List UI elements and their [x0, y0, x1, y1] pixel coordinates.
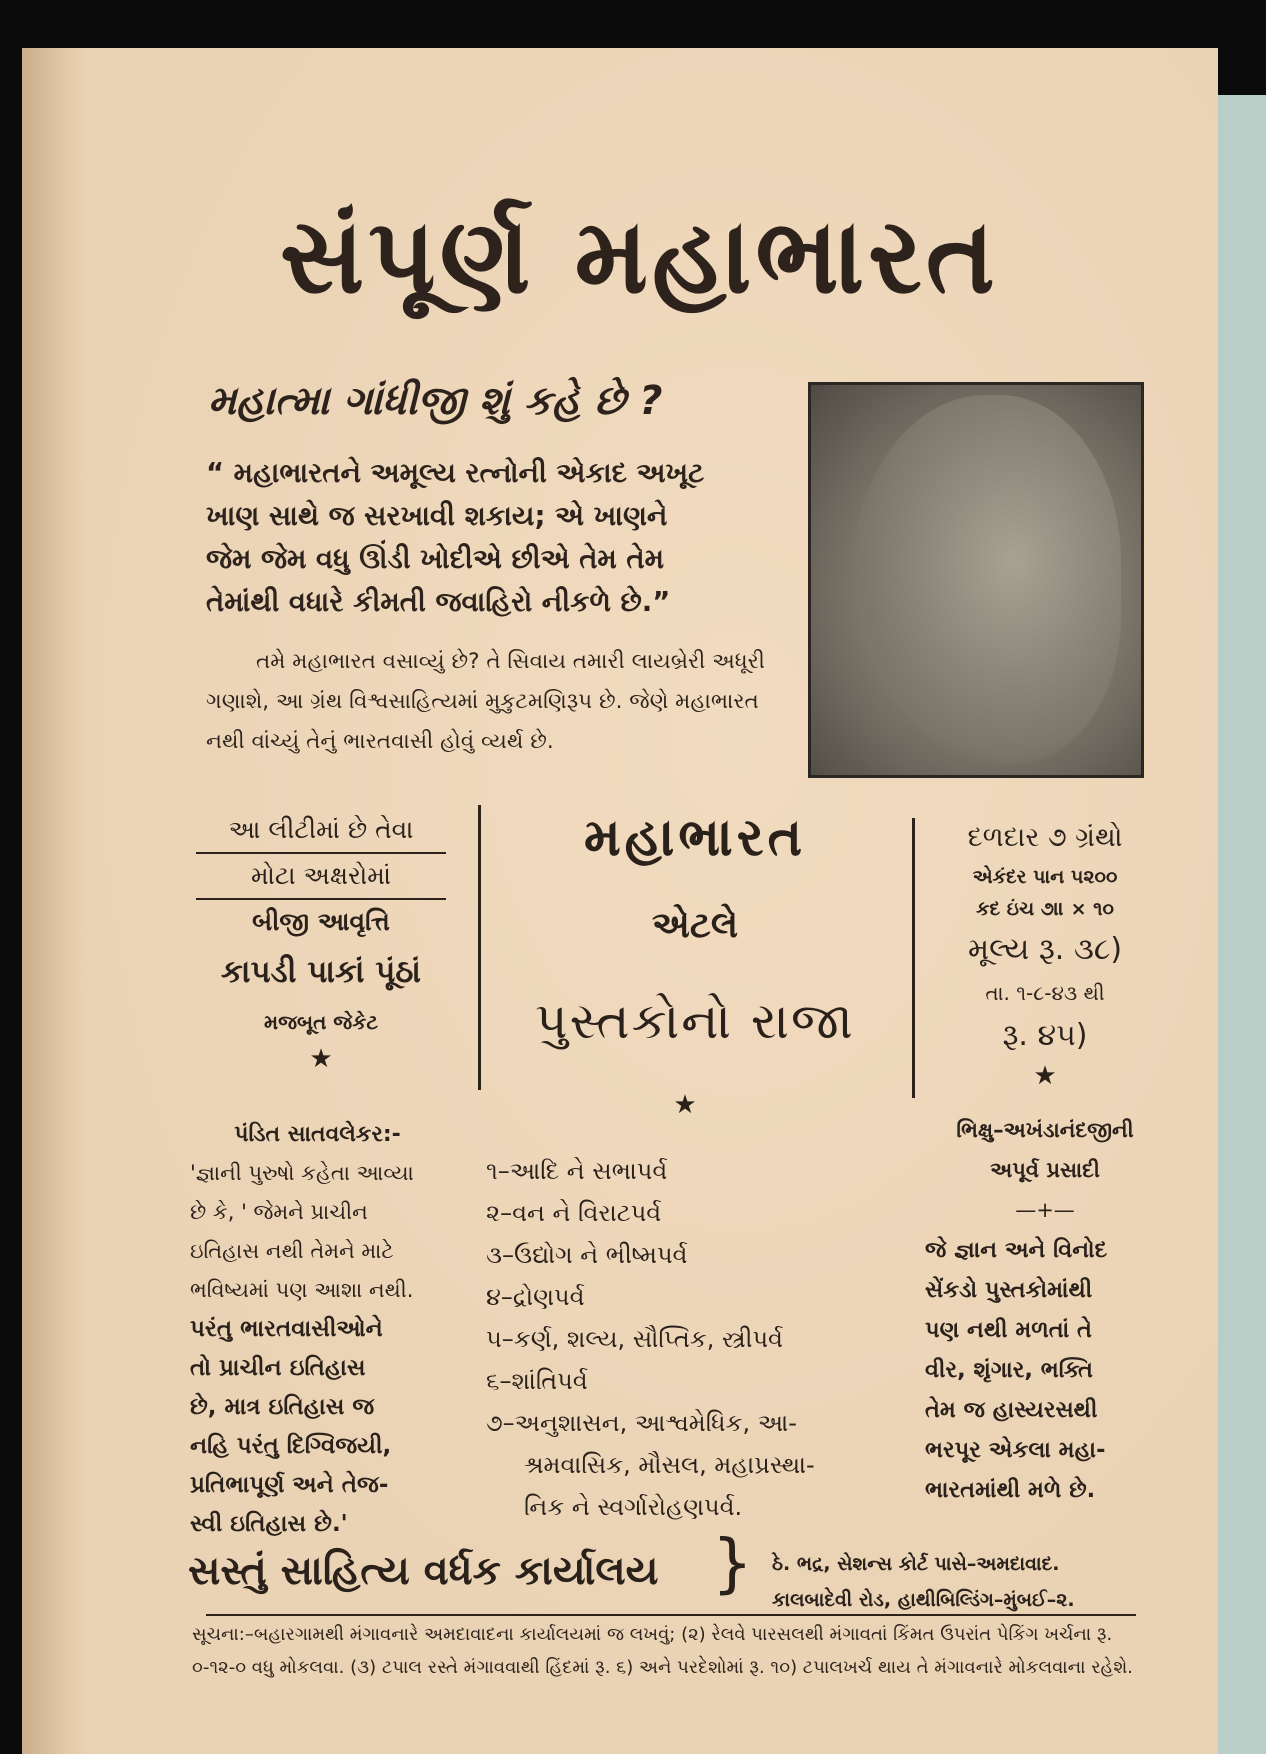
center-title: મહાભારત	[583, 808, 807, 868]
right-col-line: પણ નથી મળતાં તે	[925, 1317, 1092, 1343]
quote-line: જેમ જેમ વધુ ઊંડી ખોદીએ છીએ તેમ તેમ	[206, 543, 665, 575]
akhandanand-column	[925, 1110, 1165, 1510]
volume-count: દળદાર ૭ ગ્રંથો	[967, 822, 1123, 853]
center-mid-text: એટલે	[651, 905, 739, 946]
page-edge-strip	[1218, 95, 1266, 1754]
list-item: શ્રમવાસિક, મૌસલ, મહાપ્રસ્થા-	[524, 1451, 815, 1479]
book-spine	[22, 48, 92, 1754]
pandit-line: પ્રતિભાપૂર્ણ અને તેજ-	[190, 1472, 389, 1498]
edition-line: આ લીટીમાં છે તેવા	[228, 815, 414, 844]
list-item: ૪–દ્રોણપર્વ	[486, 1283, 585, 1311]
footer-divider	[206, 1614, 1136, 1616]
right-col-line: વીર, શૃંગાર, ભક્તિ	[925, 1357, 1093, 1383]
quote-line: “ મહાભારતને અમૂલ્ય રત્નોની એકાદ અખૂટ	[206, 457, 705, 489]
pandit-line: ઇતિહાસ નથી તેમને માટે	[190, 1239, 394, 1263]
page-title: સંપૂર્ણ મહાભારત	[280, 195, 999, 317]
right-col-line: ભરપૂર એકલા મહા-	[925, 1437, 1106, 1463]
star-icon: ★	[1033, 1061, 1057, 1091]
new-price: રૂ. ૪૫)	[1002, 1018, 1088, 1053]
address-line: ઠે. ભદ્ર, સેશન્સ કોર્ટ પાસે–અમદાવાદ.	[772, 1553, 1060, 1575]
list-item: ૭–અનુશાસન, આશ્વમેધિક, આ-	[486, 1409, 797, 1437]
gandhi-quote	[206, 452, 781, 624]
publisher-name: સસ્તું સાહિત્ય વર્ધક કાર્યાલય	[188, 1548, 659, 1594]
size-info: કદ ઇંચ ૭॥ × ૧૦	[976, 898, 1114, 920]
pandit-line: સ્વી ઇતિહાસ છે.'	[190, 1511, 348, 1537]
pandit-line: 'જ્ઞાની પુરુષો કહેતા આવ્યા	[190, 1161, 414, 1185]
gandhi-portrait-image	[808, 382, 1144, 778]
list-item: ૨–વન ને વિરાટપર્વ	[486, 1199, 662, 1227]
pandit-heading: પંડિત સાતવલેકર:-	[234, 1122, 401, 1147]
notice-text: સૂચના:–બહારગામથી મંગાવનારે અમદાવાદના કાર્યાલયમાં જ લખવું; (૨) રેલવે પારસલથી મંગાવતાં કિંમત ઉપરાંત પેકિંગ ખર્ચના રૂ. ૦-૧૨-૦ વધુ મોકલવા. (૩) ટપાલ રસ્તે મંગાવવાથી હિંદમાં રૂ. ૬) અને પરદેશોમાં રૂ. ૧૦) ટપાલખર્ચ થાય તે મંગાવનારે મોકલવાના રહેશે.	[192, 1624, 1133, 1678]
pandit-line: પરંતુ ભારતવાસીઓને	[190, 1316, 383, 1342]
right-col-heading: અપૂર્વ પ્રસાદી	[990, 1158, 1100, 1182]
list-item: નિક ને સ્વર્ગારોહણપર્વ.	[524, 1493, 743, 1521]
right-col-line: જે જ્ઞાન અને વિનોદ	[925, 1237, 1108, 1263]
edition-line: કાપડી પાકાં પૂંઠાં	[220, 954, 422, 990]
price-date: તા. ૧-૮-૪૩ થી	[985, 981, 1105, 1005]
pandit-quote	[190, 1115, 445, 1544]
portrait-face	[851, 395, 1121, 765]
publisher-address	[772, 1546, 1075, 1618]
pandit-line: ભવિષ્યમાં પણ આશા નથી.	[190, 1278, 414, 1302]
brace-glyph: }	[712, 1527, 753, 1601]
ornament-divider: —+—	[1015, 1198, 1075, 1222]
quote-line: ખાણ સાથે જ સરખાવી શકાય; એ ખાણને	[206, 500, 668, 532]
edition-line: મોટા અક્ષરોમાં	[251, 861, 391, 890]
list-item: ૬–શાંતિપર્વ	[486, 1367, 588, 1395]
edition-box	[196, 808, 446, 1074]
list-item: ૫–કર્ણ, શલ્ય, સૌપ્તિક, સ્ત્રીપર્વ	[486, 1325, 783, 1353]
price: મૂલ્ય રૂ. ૩૮)	[967, 932, 1123, 967]
pandit-line: છે, માત્ર ઇતિહાસ જ	[190, 1394, 375, 1420]
right-col-line: તેમ જ હાસ્યરસથી	[925, 1397, 1098, 1423]
edition-line: બીજી આવૃત્તિ	[252, 907, 390, 936]
right-col-heading: ભિક્ષુ–અખંડાનંદજીની	[956, 1118, 1134, 1142]
gandhi-subtitle: મહાત્મા ગાંધીજી શું કહે છે ?	[208, 378, 663, 424]
star-icon: ★	[673, 1090, 697, 1120]
address-line: કાલબાદેવી રોડ, હાથીબિલ્ડિંગ–મુંબઈ–૨.	[772, 1589, 1075, 1611]
pandit-line: નહિ પરંતુ દિગ્વિજયી,	[190, 1433, 392, 1459]
edition-line: મજબૂત જેકેટ	[263, 1010, 378, 1034]
right-col-line: ભારતમાંથી મળે છે.	[925, 1477, 1096, 1503]
list-item: ૧–આદિ ને સભાપર્વ	[486, 1157, 668, 1185]
pandit-line: છે કે, ' જેમને પ્રાચીન	[190, 1200, 368, 1224]
parva-list	[486, 1150, 906, 1528]
page-count: એકંદર પાન ૫૨૦૦	[972, 866, 1118, 888]
pandit-line: તો પ્રાચીન ઇતિહાસ	[190, 1355, 366, 1381]
star-icon: ★	[309, 1044, 333, 1074]
quote-line: તેમાંથી વધારે કીમતી જવાહિરો નીકળે છે.”	[206, 586, 671, 618]
right-col-line: સેંકડો પુસ્તકોમાંથી	[925, 1277, 1093, 1303]
volume-info-box	[925, 815, 1165, 1091]
intro-paragraph: તમે મહાભારત વસાવ્યું છે? તે સિવાય તમારી લાયબ્રેરી અધૂરી ગણાશે, આ ગ્રંથ વિશ્વસાહિત્યમાં મુકુટમણિરૂપ છે. જેણે મહાભારત નથી વાંચ્યું તેનું ભારતવાસી હોવું વ્યર્થ છે.	[206, 649, 765, 754]
center-tagline: પુસ્તકોનો રાજા	[535, 992, 855, 1050]
list-item: ૩–ઉદ્યોગ ને ભીષ્મપર્વ	[486, 1241, 688, 1269]
column-divider	[912, 818, 915, 1098]
